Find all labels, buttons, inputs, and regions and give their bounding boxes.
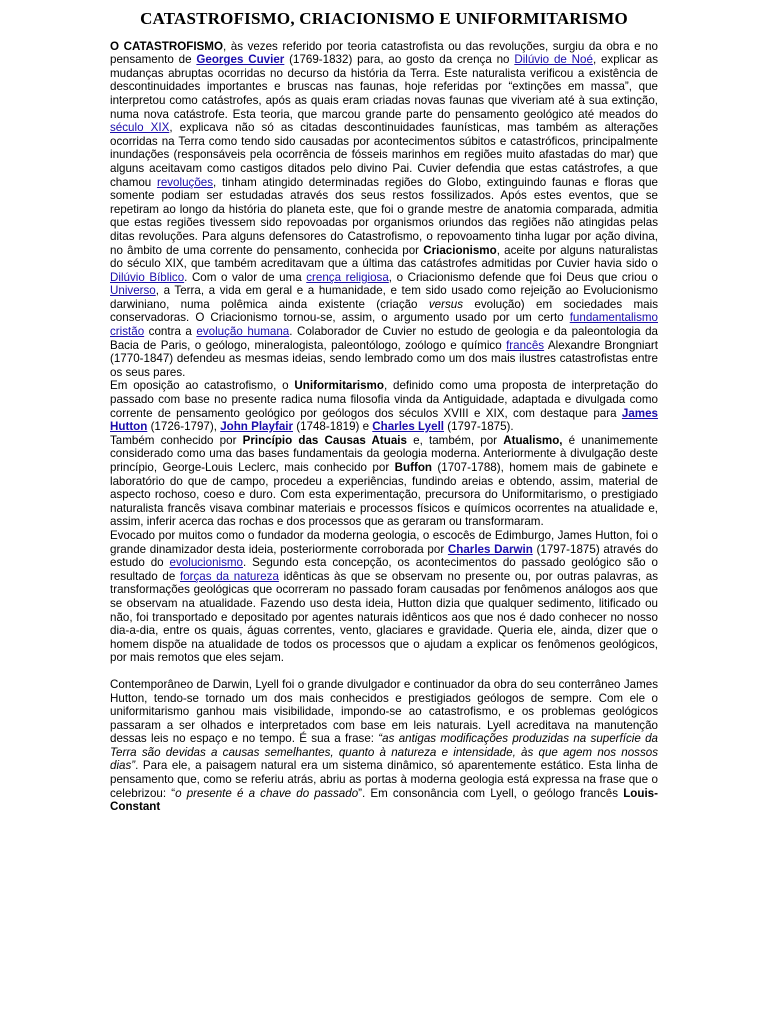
- text-run: ”. Em consonância com Lyell, o geólogo francês: [358, 786, 624, 800]
- paragraph-hutton: [110, 529, 658, 665]
- term-buffon: Buffon: [394, 461, 432, 474]
- italic-versus: versus: [428, 297, 464, 311]
- text-run: é unanimemente considerado como uma das bases fundamentais da geologia moderna. Anteriormente à divulgação deste princípio, George-Louis Leclerc, mais conhecido por: [110, 433, 658, 474]
- link-diluvio-biblico[interactable]: Dilúvio Bíblico: [110, 270, 185, 284]
- link-james-hutton[interactable]: James Hutton: [110, 406, 658, 434]
- paragraph-atualismo: [110, 434, 658, 529]
- text-run: , aceite por alguns naturalistas do século XIX, que também acreditavam que a última das catástrofes admitidas por Cuvier havia sido o: [110, 243, 658, 271]
- link-seculo-xix[interactable]: século XIX: [110, 121, 170, 135]
- link-crenca-religiosa[interactable]: crença religiosa: [306, 270, 389, 284]
- text-run: (1797-1875) através do estudo do: [110, 542, 659, 570]
- text-run: , tinham atingido determinadas regiões do Globo, extinguindo faunas e floras que somente podiam ser estudadas através dos seus restos fossilizados. Após estes eventos, que se repetiram ao longo da história do planeta este, que foi o grande mestre de anatomia comparada, admitia que estas regiões tivessem sido repovoadas por organismos oriundos das regiões não atingidas pelas ditas revoluções. Para alguns defensores do Catastrofismo, o repovoamento tinha lugar por ação divina, no âmbito de uma corrente do pensamento, conhecida por: [110, 175, 658, 257]
- text-run: (1769-1832) para, ao gosto da crença no: [284, 53, 515, 67]
- text-run: Em oposição ao catastrofismo, o: [110, 379, 295, 393]
- text-run: Também conhecido por: [110, 433, 243, 447]
- link-evolucionismo[interactable]: evolucionismo: [169, 556, 244, 570]
- text-run: Evocado por muitos como o fundador da moderna geologia, o escocês de Edimburgo, James Hutton, foi o grande dinamizador desta ideia, posteriormente corroborada por: [110, 528, 658, 556]
- paragraph-catastrofismo: [110, 40, 658, 380]
- link-revolucoes[interactable]: revoluções: [156, 175, 214, 189]
- quote-presente-chave-passado: o presente é a chave do passado: [175, 786, 359, 800]
- link-john-playfair[interactable]: John Playfair: [220, 420, 293, 434]
- paragraph-uniformitarismo: [110, 379, 658, 433]
- term-principio-causas-atuais: Princípio das Causas Atuais: [242, 433, 407, 447]
- link-fundamentalismo-cristao[interactable]: fundamentalismo cristão: [110, 311, 658, 339]
- text-run: , a Terra, a vida em geral e a humanidade, e tem sido usado como rejeição ao Evolucionismo darwiniano, numa polêmica ainda existente (criação: [110, 284, 658, 311]
- text-run: idênticas às que se observam no presente ou, por outras palavras, as transformações geológicas que ocorreram no passado foram causadas por fenômenos análogos aos que se observam na atualidade. Fazendo uso desta ideia, Hutton dizia que qualquer sedimento, litificado ou não, foi transportado e depositado por agentes naturais idênticos aos que nos é dado conhecer no nosso dia-a-dia, entre os quais, águas correntes, vento, glaciares e gravidade. Queria ele, ainda, dizer que o homem dispõe na atualidade de todos os processos que o ajudam a explicar os fenômenos geológicos, por mais remotos que eles sejam.: [110, 569, 658, 665]
- document-title: CATASTROFISMO, CRIACIONISMO E UNIFORMITARISMO: [140, 9, 628, 28]
- term-uniformitarismo: Uniformitarismo: [294, 379, 384, 393]
- text-run: Contemporâneo de Darwin, Lyell foi o grande divulgador e continuador da obra do seu conterrâneo James Hutton, tendo-se tornado um dos mais conhecidos e prestigiados geólogos de sempre. Com ele o uniformitarismo ganhou mais visibilidade, impondo-se ao catastrofismo, e os problemas geológicos passaram a ser olhados e interpretados com base em leis naturais. Lyell acreditava na manutenção dessas leis no espaço e no tempo. É sua a frase:: [110, 677, 658, 746]
- text-run: . Para ele, a paisagem natural era um sistema dinâmico, só aparentemente estático. Esta linha de pensamento que, como se referiu atrás, abriu as portas à moderna geologia está expressa na frase que o celebrizou: “: [110, 759, 658, 800]
- link-universo[interactable]: Universo: [110, 284, 156, 298]
- text-run: , definido como uma proposta de interpretação do passado com base no presente radica numa filosofia vinda da Antiguidade, adaptada e divulgada como corrente de pensamento geológico por geólogos dos séculos XVIII e XIX, com destaque para: [110, 379, 658, 420]
- term-criacionismo: Criacionismo: [423, 243, 497, 257]
- text-run: , explicava não só as citadas descontinuidades faunísticas, mas também as alterações ocorridas na Terra como tendo sido causadas por acontecimentos súbitos e catastróficos, principalmente inundações (responsáveis pela ocorrência de fósseis marinhos em regiões muito afastadas do mar) que alguns aceitavam como castigos ditados pelo divino Pai. Cuvier defendia que estas catástrofes, a que chamou: [110, 121, 658, 189]
- text-run: , às vezes referido por teoria catastrofista ou das revoluções, surgiu da obra e no pensamento de: [110, 39, 658, 67]
- text-run: . Com o valor de uma: [184, 270, 307, 284]
- paragraph-lyell: [110, 678, 658, 814]
- text-run: , explicar as mudanças abruptas ocorridas no decurso da história da Terra. Este naturalista verificou a existência de descontinuidades importantes e bruscas nas faunas, hoje referidas por “extinções em massa”, que interpretou como catástrofes, após as quais eram criadas novas faunas que viveriam até à sua extinção, numa nova catástrofe. Esta teoria, que marcou grande parte do pensamento geológico até meados do: [110, 53, 658, 121]
- text-run: (1726-1797),: [147, 420, 221, 434]
- text-run: (1797-1875).: [444, 420, 514, 434]
- link-evolucao-humana[interactable]: evolução humana: [196, 325, 290, 339]
- link-frances[interactable]: francês: [506, 338, 545, 352]
- text-run: , o Criacionismo defende que foi Deus que criou o: [388, 270, 658, 284]
- text-run: e, também, por: [406, 433, 504, 447]
- link-charles-lyell[interactable]: Charles Lyell: [372, 420, 445, 434]
- text-run: (1707-1788), homem mais de gabinete e laboratório do que de campo, procedeu a experiências, fundindo areias e obtendo, assim, material de aspecto rochoso, coeso e duro. Com esta experimentação, precursora do Uniformitarismo, o prestigiado naturalista francês visava combinar materiais e processos físicos e químicos ocorrentes na atualidade e, assim, inferir acerca das rochas e dos processos que as geraram ou transformaram.: [110, 461, 658, 529]
- text-run: . Colaborador de Cuvier no estudo de geologia e da paleontologia da Bacia de Paris, o geólogo, mineralogista, paleontólogo, zoólogo e químico: [110, 325, 658, 352]
- term-atualismo: Atualismo,: [503, 433, 563, 447]
- link-diluvio-de-noe[interactable]: Dilúvio de Noé: [514, 53, 593, 67]
- text-run: Alexandre Brongniart (1770-1847) defendeu as mesmas ideias, sendo lembrado como um dos mais ilustres catastrofistas entre os seus pares.: [110, 338, 658, 379]
- text-run: evolução) em sociedades mais conservadoras. O Criacionismo tornou-se, assim, o argumento usado por um certo: [110, 297, 658, 325]
- term-catastrofismo: O CATASTROFISMO: [110, 39, 223, 53]
- link-charles-darwin[interactable]: Charles Darwin: [447, 542, 533, 556]
- text-run: (1748-1819) e: [293, 420, 373, 434]
- link-forcas-da-natureza[interactable]: forças da natureza: [179, 569, 279, 583]
- quote-lyell: “as antigas modificações produzidas na superfície da Terra são devidas a causas semelhantes, quanto à natureza e intensidade, às que agem nos nossos dias”: [110, 732, 658, 773]
- text-run: contra a: [144, 325, 197, 339]
- text-run: . Segundo esta concepção, os acontecimentos do passado geológico são o resultado de: [110, 556, 658, 583]
- link-georges-cuvier[interactable]: Georges Cuvier: [196, 53, 285, 67]
- term-louis-constant: Louis-Constant: [110, 786, 658, 814]
